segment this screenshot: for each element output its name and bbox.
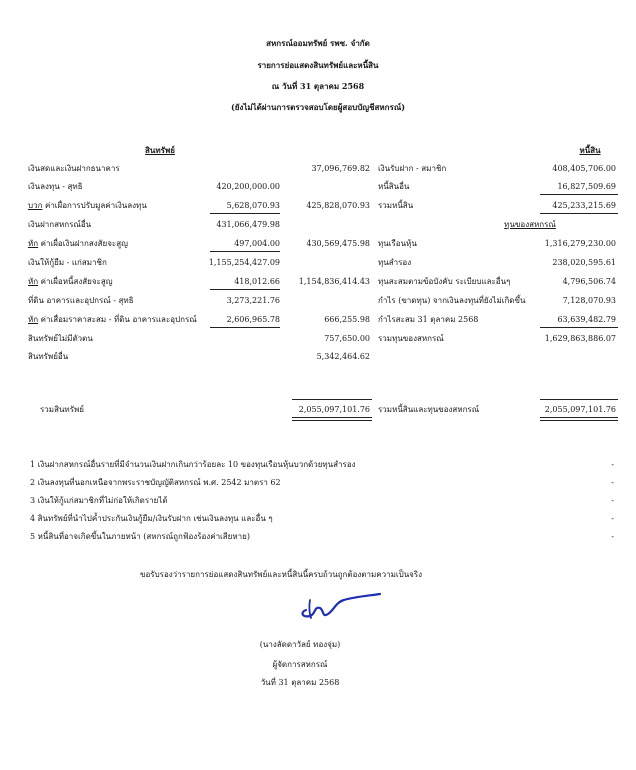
- equity-row-label: ทุนสำรอง: [378, 258, 412, 267]
- asset-row-prefix: บวก: [28, 201, 43, 210]
- total-liabilities-equity-label: รวมหนี้สินและทุนของสหกรณ์: [378, 405, 480, 414]
- liability-row-label: เงินรับฝาก - สมาชิก: [378, 164, 447, 173]
- note-value: -: [611, 514, 614, 523]
- equity-row-amount: 238,020,595.61: [552, 258, 616, 267]
- subtotal-underline: [210, 213, 280, 214]
- asset-row-prefix: หัก: [28, 239, 39, 248]
- liabilities-heading: หนี้สิน: [579, 145, 601, 155]
- note-item: 1 เงินฝากสหกรณ์อื่นรายที่มีจำนวนเงินฝากเกินกว่าร้อยละ 10 ของทุนเรือนหุ้นบวกด้วยทุนสำรอง: [30, 460, 356, 469]
- asset-row-amount: 5,342,464.62: [316, 352, 370, 361]
- equity-row-label: ทุนเรือนหุ้น: [378, 239, 417, 248]
- asset-row-label: หัก ค่าเสื่อมราคาสะสม - ที่ดิน อาคารและอุปกรณ์: [28, 315, 197, 324]
- note-item: 5 หนี้สินที่อาจเกิดขึ้นในภายหน้า (สหกรณ์ถูกฟ้องร้องค่าเสียหาย): [30, 532, 250, 541]
- equity-heading: ทุนของสหกรณ์: [504, 220, 556, 229]
- equity-row-label: กำไรสะสม 31 ตุลาคม 2568: [378, 315, 479, 324]
- subtotal-underline: [540, 194, 618, 195]
- subtotal-underline: [210, 327, 280, 328]
- equity-row-amount: 63,639,482.79: [557, 315, 616, 324]
- total-liabilities-top-rule: [540, 399, 618, 400]
- asset-row-label: เงินลงทุน - สุทธิ: [28, 182, 83, 191]
- asset-row-amount: 666,255.98: [324, 315, 370, 324]
- signature-image: [296, 588, 386, 626]
- asset-row-label: สินทรัพย์ไม่มีตัวตน: [28, 334, 93, 343]
- asset-row-label: ที่ดิน อาคารและอุปกรณ์ - สุทธิ: [28, 296, 134, 305]
- report-title: รายการย่อแสดงสินทรัพย์และหนี้สิน: [257, 60, 379, 70]
- total-assets-top-rule: [292, 399, 372, 400]
- subtotal-underline: [210, 289, 280, 290]
- liability-total-amount: 425,233,215.69: [552, 201, 616, 210]
- equity-row-label: ทุนสะสมตามข้อบังคับ ระเบียบและอื่นๆ: [378, 277, 511, 286]
- signer-name: (นางลัดดาวัลย์ ทองจุ่ม): [259, 640, 341, 649]
- asset-row-label: สินทรัพย์อื่น: [28, 352, 69, 361]
- total-assets-amount: 2,055,097,101.76: [298, 405, 370, 414]
- subtotal-underline: [540, 327, 618, 328]
- total-liabilities-double-rule: [540, 417, 618, 421]
- total-assets-double-rule: [292, 417, 372, 421]
- assets-heading: สินทรัพย์: [145, 145, 175, 155]
- note-item: 3 เงินให้กู้แก่สมาชิกที่ไม่ก่อให้เกิดรายได้: [30, 496, 168, 505]
- note-value: -: [611, 532, 614, 541]
- liability-total-label: รวมหนี้สิน: [378, 201, 414, 210]
- asset-row-subamount: 497,004.00: [234, 239, 280, 248]
- equity-row-amount: 7,128,070.93: [562, 296, 616, 305]
- asset-row-amount: 1,154,836,414.43: [298, 277, 370, 286]
- asset-row-subamount: 3,273,221.76: [226, 296, 280, 305]
- asset-row-subamount: 5,628,070.93: [226, 201, 280, 210]
- equity-total-label: รวมทุนของสหกรณ์: [378, 334, 444, 343]
- asset-row-subamount: 1,155,254,427.09: [208, 258, 280, 267]
- asset-row-amount: 757,650.00: [324, 334, 370, 343]
- equity-row-amount: 1,316,279,230.00: [544, 239, 616, 248]
- equity-total-amount: 1,629,863,886.07: [544, 334, 616, 343]
- note-value: -: [611, 496, 614, 505]
- asset-row-label: หัก ค่าเผื่อเงินฝากสงสัยจะสูญ: [28, 239, 128, 248]
- report-date: ณ วันที่ 31 ตุลาคม 2568: [271, 81, 365, 91]
- note-item: 2 เงินลงทุนที่นอกเหนือจากพระราชบัญญัติสหกรณ์ พ.ศ. 2542 มาตรา 62: [30, 478, 281, 487]
- asset-row-label: หัก ค่าเผื่อหนี้สงสัยจะสูญ: [28, 277, 113, 286]
- asset-row-subamount: 2,606,965.78: [226, 315, 280, 324]
- signature-date: วันที่ 31 ตุลาคม 2568: [260, 678, 340, 687]
- asset-row-subamount: 431,066,479.98: [216, 220, 280, 229]
- signer-title: ผู้จัดการสหกรณ์: [272, 660, 328, 669]
- liability-row-amount: 16,827,509.69: [557, 182, 616, 191]
- asset-row-label: เงินฝากสหกรณ์อื่น: [28, 220, 92, 229]
- note-item: 4 สินทรัพย์ที่นำไปค้ำประกันเงินกู้ยืม/เงินรับฝาก เช่นเงินลงทุน และอื่น ๆ: [30, 514, 273, 523]
- total-assets-label: รวมสินทรัพย์: [40, 405, 84, 414]
- liability-row-label: หนี้สินอื่น: [378, 182, 410, 191]
- asset-row-amount: 430,569,475.98: [306, 239, 370, 248]
- subtotal-underline: [210, 251, 280, 252]
- asset-row-label: เงินสดและเงินฝากธนาคาร: [28, 164, 120, 173]
- asset-row-amount: 425,828,070.93: [306, 201, 370, 210]
- certification-text: ขอรับรองว่ารายการย่อแสดงสินทรัพย์และหนี้สินนี้ครบถ้วนถูกต้องตามความเป็นจริง: [140, 570, 423, 579]
- asset-row-prefix: หัก: [28, 277, 39, 286]
- equity-row-label: กำไร (ขาดทุน) จากเงินลงทุนที่ยังไม่เกิดขึ้น: [378, 296, 526, 305]
- asset-row-amount: 37,096,769.82: [311, 164, 370, 173]
- subtotal-underline: [540, 213, 618, 214]
- cooperative-name: สหกรณ์ออมทรัพย์ รพช. จำกัด: [266, 38, 370, 48]
- note-value: -: [611, 460, 614, 469]
- liability-row-amount: 408,405,706.00: [552, 164, 616, 173]
- asset-row-label: เงินให้กู้ยืม - แก่สมาชิก: [28, 258, 107, 267]
- total-liabilities-equity-amount: 2,055,097,101.76: [544, 405, 616, 414]
- equity-row-amount: 4,796,506.74: [562, 277, 616, 286]
- audit-note: (ยังไม่ได้ผ่านการตรวจสอบโดยผู้สอบบัญชีสหกรณ์): [230, 102, 406, 112]
- asset-row-subamount: 418,012.66: [234, 277, 280, 286]
- note-value: -: [611, 478, 614, 487]
- asset-row-prefix: หัก: [28, 315, 39, 324]
- asset-row-subamount: 420,200,000.00: [216, 182, 280, 191]
- asset-row-label: บวก ค่าเผื่อการปรับมูลค่าเงินลงทุน: [28, 201, 147, 210]
